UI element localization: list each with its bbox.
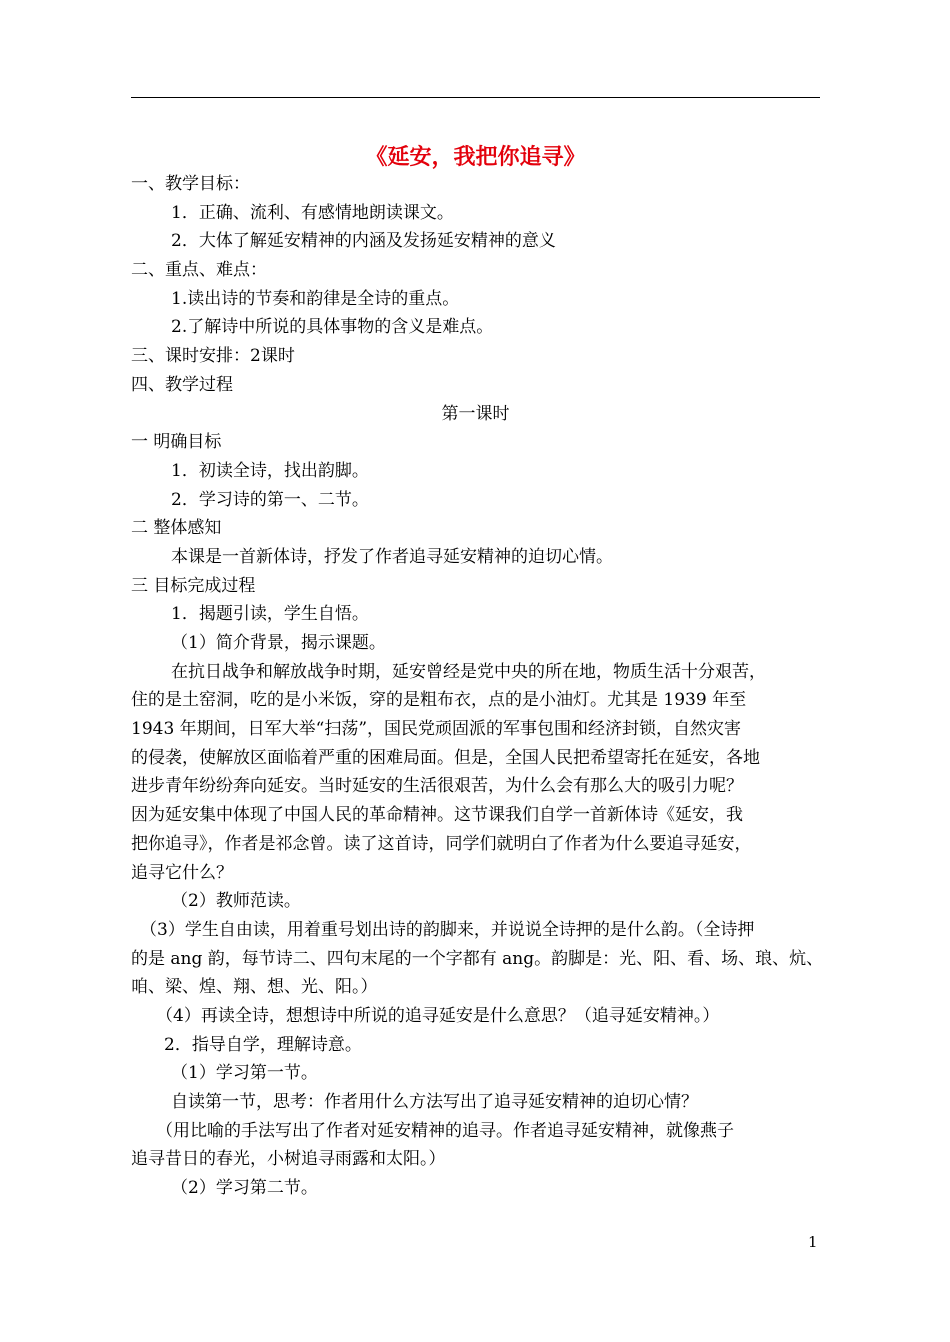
text-line: （4）再读全诗，想想诗中所说的追寻延安是什么意思？（追寻延安精神。） xyxy=(156,1005,720,1026)
text-line: 2．学习诗的第一、二节。 xyxy=(171,489,369,510)
text-line: 2.了解诗中所说的具体事物的含义是难点。 xyxy=(171,317,494,338)
text-line: 1．揭题引读，学生自悟。 xyxy=(171,604,369,625)
text-line: 咱、梁、煌、翔、想、光、阳。） xyxy=(131,977,378,998)
document-body xyxy=(131,170,826,1203)
text-line: 的侵袭，使解放区面临着严重的困难局面。但是，全国人民把希望寄托在延安，各地 xyxy=(131,747,760,768)
text-line: 三 目标完成过程 xyxy=(131,575,256,596)
text-line: （1）学习第一节。 xyxy=(171,1063,318,1084)
text-line: 2．大体了解延安精神的内涵及发扬延安精神的意义 xyxy=(171,231,556,252)
text-line: （用比喻的手法写出了作者对延安精神的追寻。作者追寻延安精神，就像燕子 xyxy=(156,1120,734,1141)
page-number: 1 xyxy=(808,1233,818,1251)
text-line: 住的是土窑洞，吃的是小米饭，穿的是粗布衣，点的是小油灯。尤其是 1939 年至 xyxy=(131,690,747,711)
text-line: 三、课时安排：2课时 xyxy=(131,346,295,367)
text-line: 1．正确、流利、有感情地朗读课文。 xyxy=(171,202,454,223)
text-line: 本课是一首新体诗，抒发了作者追寻延安精神的迫切心情。 xyxy=(171,546,613,567)
header-rule xyxy=(131,97,820,98)
text-line: 一 明确目标 xyxy=(131,432,222,453)
text-line: 追寻昔日的春光，小树追寻雨露和太阳。） xyxy=(131,1149,446,1170)
text-line: 2．指导自学，理解诗意。 xyxy=(164,1034,362,1055)
text-line: （2）教师范读。 xyxy=(171,891,301,912)
text-line: 追寻它什么？ xyxy=(131,862,233,883)
document-title: 《延安，我把你追寻》 xyxy=(365,144,586,170)
text-line: 二 整体感知 xyxy=(131,518,222,539)
text-line: 的是 ang 韵，每节诗二、四句末尾的一个字都有 ang。韵脚是：光、阳、看、场、琅、炕、 xyxy=(131,948,824,969)
text-line: 因为延安集中体现了中国人民的革命精神。这节课我们自学一首新体诗《延安，我 xyxy=(131,805,743,826)
text-line: （2）学习第二节。 xyxy=(171,1178,318,1199)
text-line: 进步青年纷纷奔向延安。当时延安的生活很艰苦，为什么会有那么大的吸引力呢？ xyxy=(131,776,743,797)
text-line: 把你追寻》，作者是祁念曾。读了这首诗，同学们就明白了作者为什么要追寻延安， xyxy=(131,833,752,854)
text-line: （1）简介背景，揭示课题。 xyxy=(171,633,386,653)
text-line: 1．初读全诗，找出韵脚。 xyxy=(171,460,369,481)
text-line: 1.读出诗的节奏和韵律是全诗的重点。 xyxy=(171,288,460,309)
text-line: 自读第一节，思考：作者用什么方法写出了追寻延安精神的迫切心情？ xyxy=(171,1092,698,1112)
text-line: 一、教学目标： xyxy=(131,174,250,194)
text-line: （3）学生自由读，用着重号划出诗的韵脚来，并说说全诗押的是什么韵。（全诗押 xyxy=(140,919,755,940)
text-line: 在抗日战争和解放战争时期，延安曾经是党中央的所在地，物质生活十分艰苦， xyxy=(171,661,766,682)
text-line: 二、重点、难点： xyxy=(131,260,267,281)
text-line: 1943 年期间，日军大举“扫荡”，国民党顽固派的军事包围和经济封锁，自然灾害 xyxy=(131,719,742,740)
text-line: 四、教学过程 xyxy=(131,374,233,395)
text-line: 第一课时 xyxy=(441,403,510,424)
